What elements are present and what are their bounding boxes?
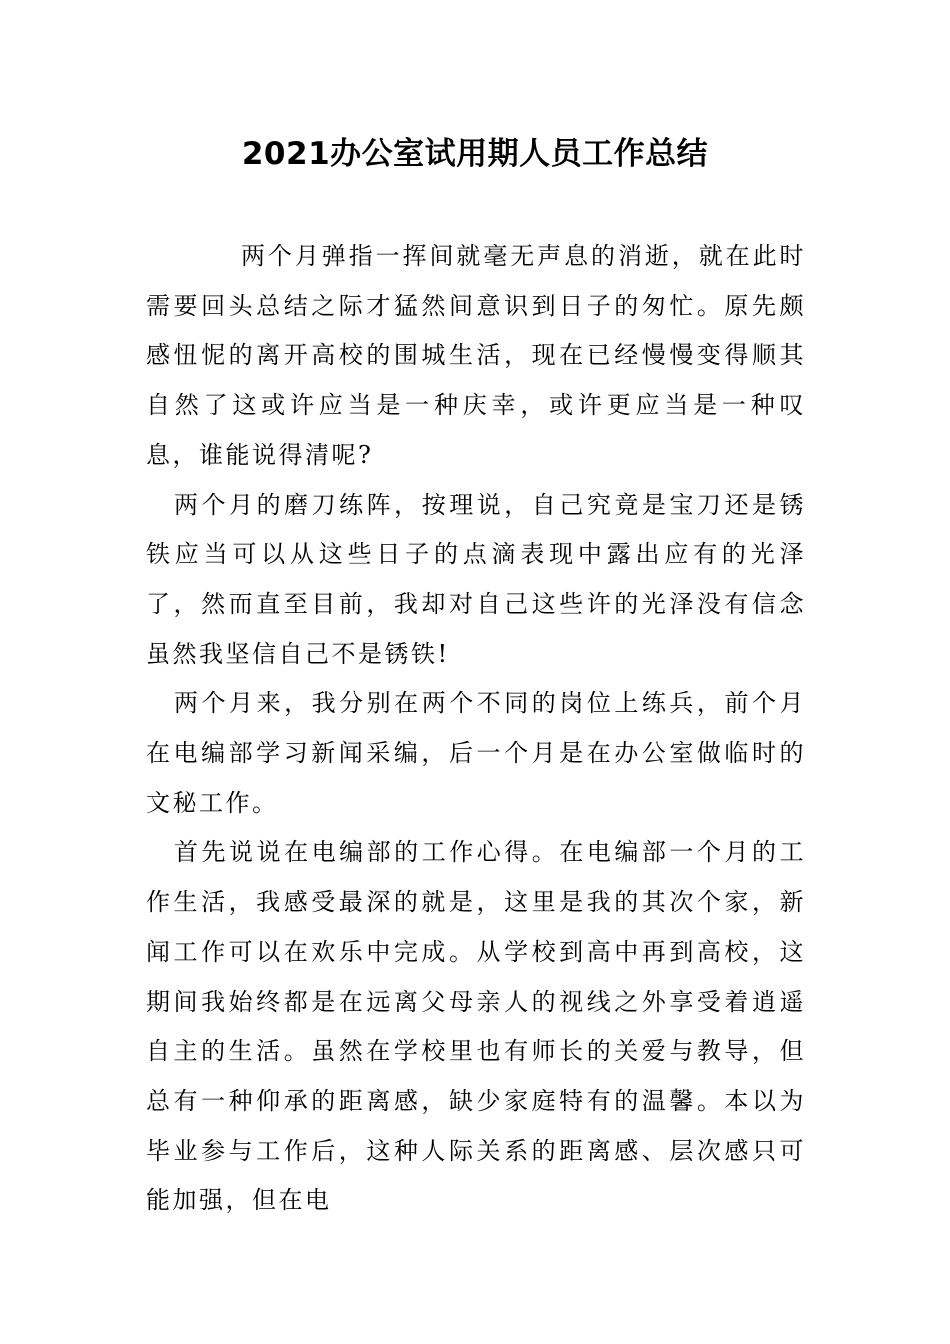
paragraph-2: 两个月的磨刀练阵，按理说，自己究竟是宝刀还是锈铁应当可以从这些日子的点滴表现中露出应有的光泽了，然而直至目前，我却对自己这些许的光泽没有信念虽然我坚信自己不是锈铁! (146, 490, 806, 668)
document-body (146, 232, 806, 1226)
paragraph-3: 两个月来，我分别在两个不同的岗位上练兵，前个月在电编部学习新闻采编，后一个月是在办公室做临时的文秘工作。 (146, 689, 806, 817)
paragraph-4: 首先说说在电编部的工作心得。在电编部一个月的工作生活，我感受最深的就是，这里是我的其次个家，新闻工作可以在欢乐中完成。从学校到高中再到高校，这期间我始终都是在远离父母亲人的视线之外享受着逍遥自主的生活。虽然在学校里也有师长的关爱与教导，但总有一种仰承的距离感，缺少家庭特有的温馨。本以为毕业参与工作后，这种人际关系的距离感、层次感只可能加强，但在电 (146, 838, 806, 1215)
paragraph-1: 两个月弹指一挥间就毫无声息的消逝，就在此时需要回头总结之际才猛然间意识到日子的匆忙。原先颇感忸怩的离开高校的围城生活，现在已经慢慢变得顺其自然了这或许应当是一种庆幸，或许更应当是一种叹息，谁能说得清呢? (146, 242, 806, 469)
document-title: 2021办公室试用期人员工作总结 (241, 136, 709, 172)
